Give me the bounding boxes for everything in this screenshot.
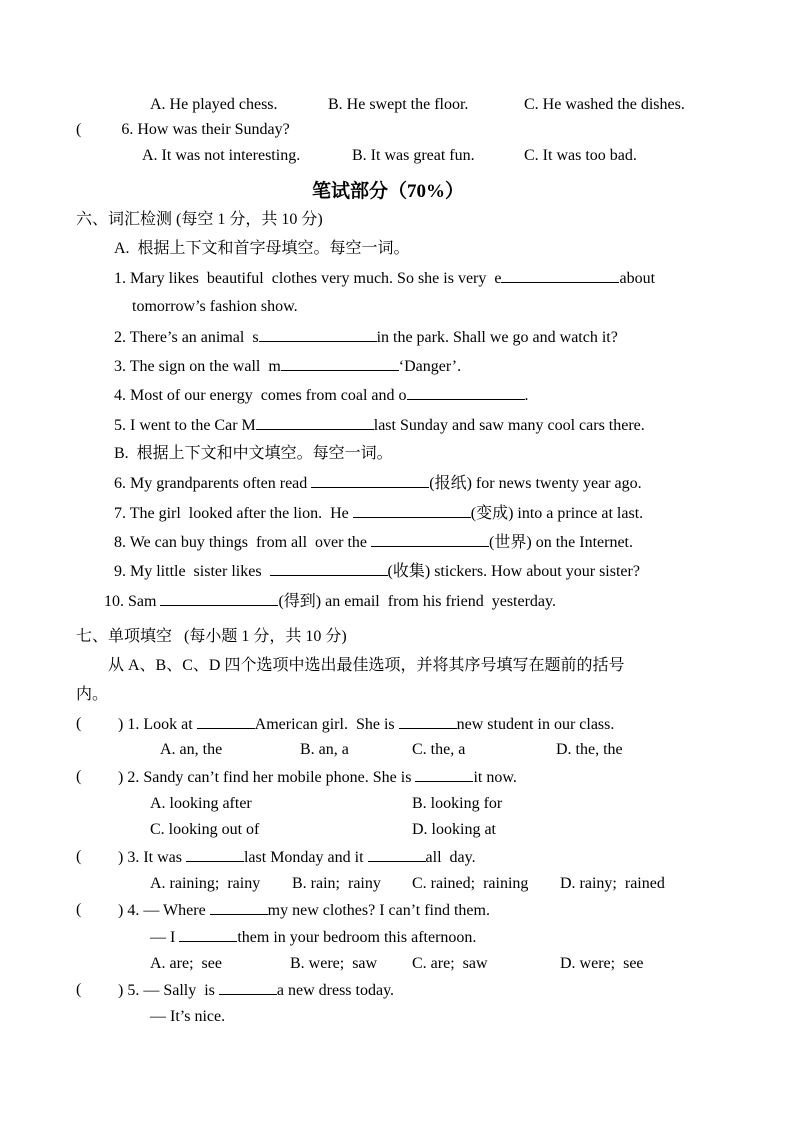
answer-paren[interactable]: ( [76, 715, 82, 732]
answer-blank [368, 847, 426, 862]
option-b: B. rain; rainy [292, 875, 381, 892]
option-a: A. an, the [160, 741, 223, 758]
part-a-instruction: A. 根据上下文和首字母填空。每空一词。 [114, 240, 410, 257]
answer-blank[interactable] [501, 268, 619, 283]
answer-paren[interactable]: ( [76, 768, 82, 785]
vocab-question-1: 1. Mary likes beautiful clothes very much. So she is very e about [114, 270, 656, 287]
vocab-question-8: 8. We can buy things from all over the (世界) on the Internet. [114, 534, 633, 551]
answer-blank [197, 714, 255, 729]
vocab-question-5: 5. I went to the Car M last Sunday and saw many cool cars there. [114, 417, 645, 434]
part-b-instruction: B. 根据上下文和中文填空。每空一词。 [114, 445, 393, 462]
vocab-question-9: 9. My little sister likes (收集) stickers. How about your sister? [114, 563, 640, 580]
answer-blank [399, 714, 457, 729]
option-b: B. looking for [412, 795, 503, 812]
mc-question-4-reply: — I them in your bedroom this afternoon. [150, 929, 477, 946]
vocab-question-1-cont: tomorrow’s fashion show. [132, 298, 298, 315]
option-c: C. are; saw [412, 955, 488, 972]
answer-blank[interactable] [160, 591, 278, 606]
section-instruction: 从 A、B、C、D 四个选项中选出最佳选项，并将其序号填写在题前的括号 [108, 657, 625, 674]
option-d: D. the, the [556, 741, 623, 758]
option-c: C. He washed the dishes. [524, 96, 685, 113]
option-a: A. are; see [150, 955, 222, 972]
option-b: B. were; saw [290, 955, 378, 972]
answer-blank[interactable] [281, 356, 399, 371]
option-a: A. It was not interesting. [142, 147, 301, 164]
mc-question-5-reply: — It’s nice. [150, 1008, 226, 1025]
answer-paren: ( [76, 121, 122, 138]
vocab-question-3: 3. The sign on the wall m ‘Danger’. [114, 358, 462, 375]
option-a: A. He played chess. [150, 96, 278, 113]
option-b: B. It was great fun. [352, 147, 475, 164]
option-c: C. rained; raining [412, 875, 529, 892]
option-d: D. were; see [560, 955, 644, 972]
option-b: B. an, a [300, 741, 349, 758]
question-6 [76, 120, 290, 140]
vocab-question-10: 10. Sam (得到) an email from his friend yesterday. [104, 593, 556, 610]
answer-blank[interactable] [407, 385, 525, 400]
answer-blank [219, 980, 277, 995]
answer-blank [210, 900, 268, 915]
answer-blank[interactable] [270, 561, 388, 576]
mc-question-4: ) 4. — Where my new clothes? I can’t find them. [118, 902, 490, 919]
vocab-question-6: 6. My grandparents often read (报纸) for news twenty year ago. [114, 475, 642, 492]
section-title: 笔试部分（70%） [312, 181, 465, 202]
section-heading: 七、单项填空 (每小题 1 分，共 10 分) [76, 628, 347, 645]
answer-blank [415, 767, 473, 782]
section-instruction-cont: 内。 [76, 686, 109, 703]
option-c: C. It was too bad. [524, 147, 637, 164]
answer-blank [186, 847, 244, 862]
mc-question-3: ) 3. It was last Monday and it all day. [118, 849, 476, 866]
option-b: B. He swept the floor. [328, 96, 469, 113]
vocab-question-4: 4. Most of our energy comes from coal and o . [114, 387, 529, 404]
answer-blank[interactable] [311, 473, 429, 488]
option-d: D. rainy; rained [560, 875, 665, 892]
option-c: C. looking out of [150, 821, 260, 838]
answer-blank [179, 927, 237, 942]
vocab-question-7: 7. The girl looked after the lion. He (变成) into a prince at last. [114, 505, 644, 522]
question-text: 6. How was their Sunday? [121, 121, 290, 138]
answer-blank[interactable] [371, 532, 489, 547]
option-c: C. the, a [412, 741, 466, 758]
answer-paren[interactable]: ( [76, 848, 82, 865]
option-a: A. raining; rainy [150, 875, 261, 892]
option-a: A. looking after [150, 795, 252, 812]
answer-paren[interactable]: ( [76, 981, 82, 998]
answer-blank[interactable] [256, 415, 374, 430]
mc-question-2: ) 2. Sandy can’t find her mobile phone. She is it now. [118, 769, 517, 786]
mc-question-5: ) 5. — Sally is a new dress today. [118, 982, 395, 999]
option-d: D. looking at [412, 821, 496, 838]
mc-question-1: ) 1. Look at American girl. She is new student in our class. [118, 716, 615, 733]
vocab-question-2: 2. There’s an animal s in the park. Shall we go and watch it? [114, 329, 618, 346]
answer-blank[interactable] [353, 503, 471, 518]
answer-paren[interactable]: ( [76, 901, 82, 918]
section-heading: 六、词汇检测 (每空 1 分，共 10 分) [76, 211, 323, 228]
answer-blank[interactable] [259, 327, 377, 342]
